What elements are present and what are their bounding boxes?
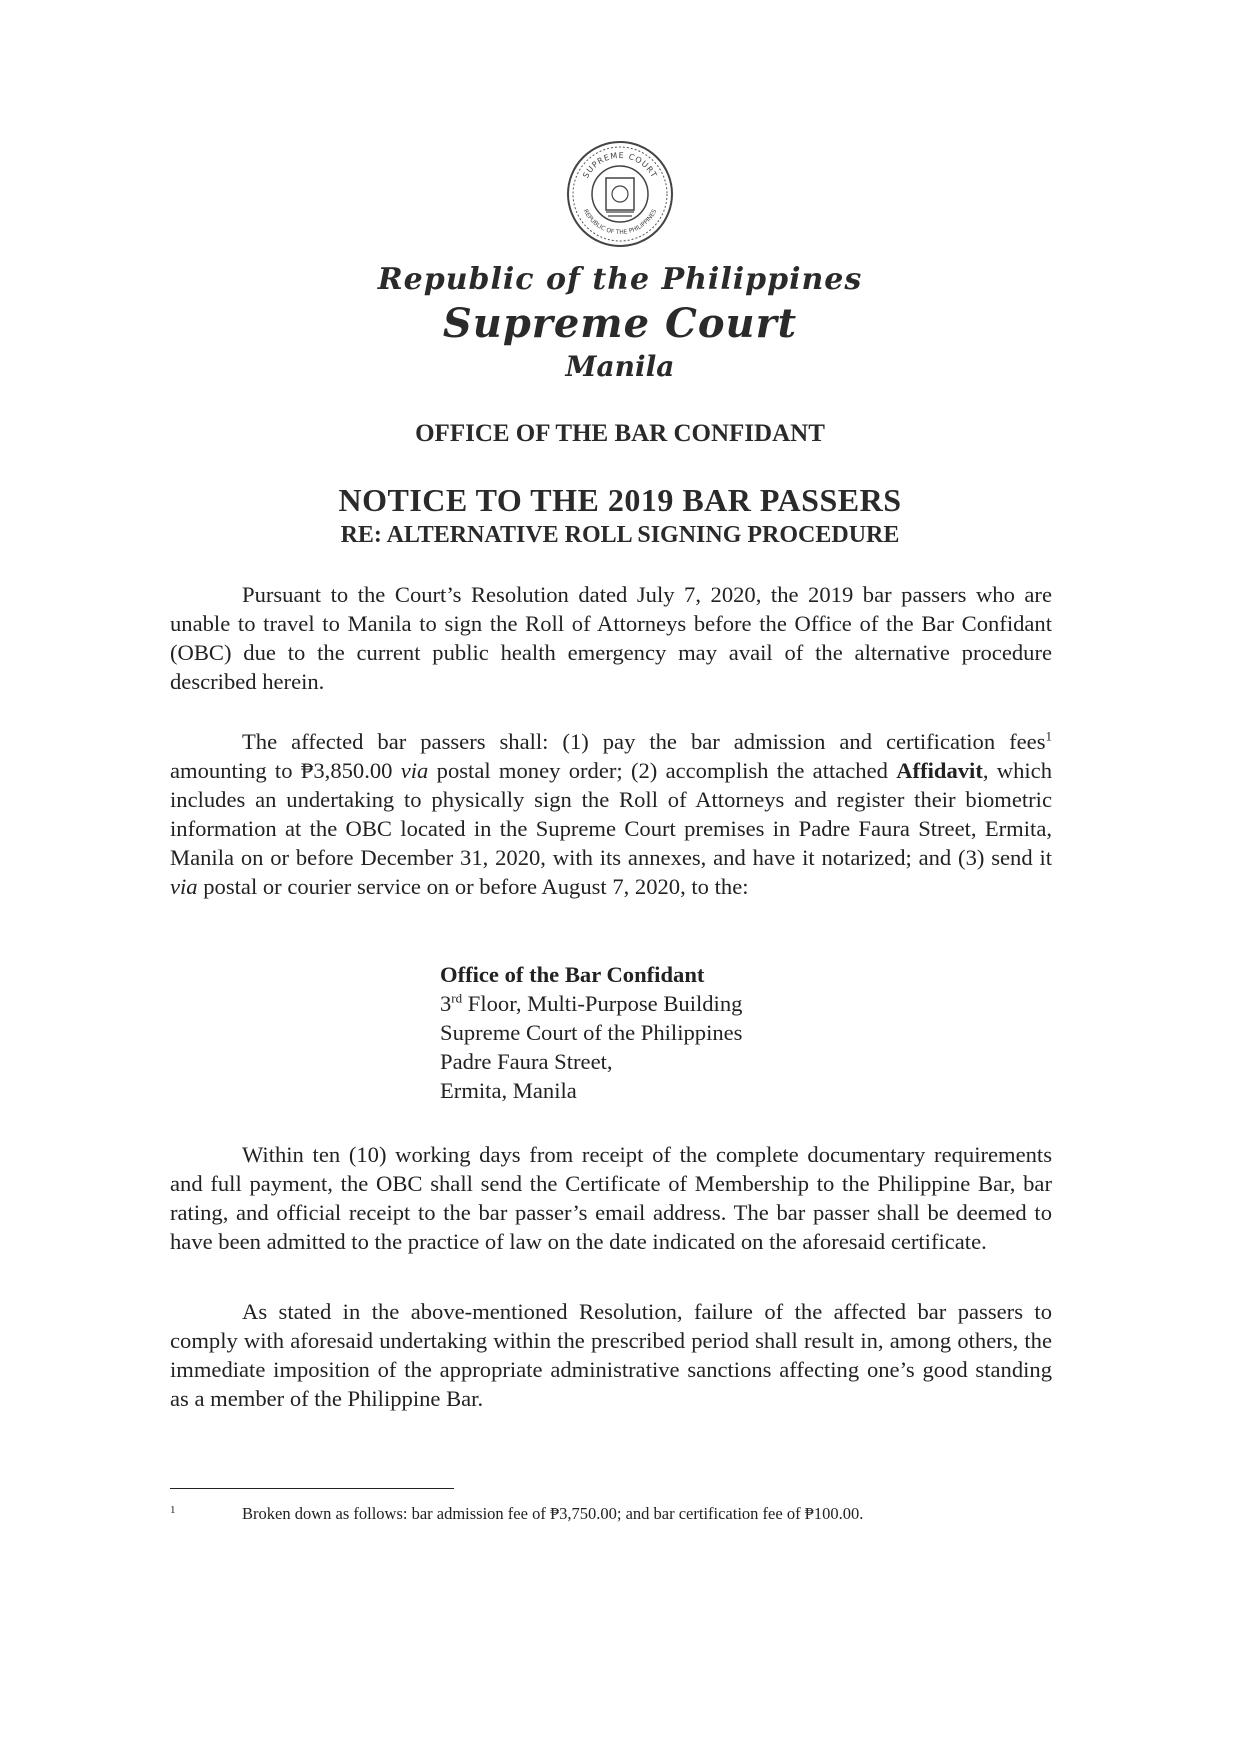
supreme-court-seal-icon bbox=[566, 140, 674, 248]
seal-top-text: SUPREME COURT bbox=[581, 150, 659, 180]
court-heading: Supreme Court bbox=[442, 300, 798, 347]
footnote-text: Broken down as follows: bar admission fee of ₱3,750.00; and bar certification fee of ₱100.00. bbox=[242, 1504, 864, 1523]
p2-text-a: The affected bar passers shall: (1) pay the bar admission and certification fees bbox=[242, 729, 1046, 754]
notice-title: NOTICE TO THE 2019 BAR PASSERS bbox=[338, 482, 902, 518]
address-name: Office of the Bar Confidant bbox=[440, 962, 705, 987]
address-floor-suffix: rd bbox=[451, 990, 463, 1006]
address-floor-number: 3 bbox=[440, 991, 452, 1016]
footnote-number: 1 bbox=[170, 1504, 176, 1516]
p2-text-b: amounting to ₱3,850.00 bbox=[170, 758, 401, 783]
notice-subtitle: RE: ALTERNATIVE ROLL SIGNING PROCEDURE bbox=[340, 522, 900, 548]
paragraph-requirements bbox=[170, 727, 1052, 901]
p2-via-1: via bbox=[400, 758, 429, 783]
address-floor-rest: Floor, Multi-Purpose Building bbox=[462, 991, 743, 1016]
republic-heading: Republic of the Philippines bbox=[377, 262, 863, 297]
address-line-4: Ermita, Manila bbox=[440, 1078, 577, 1103]
address-floor bbox=[440, 989, 742, 1018]
footnote-ref: 1 bbox=[1045, 728, 1052, 744]
footnote-divider bbox=[170, 1488, 454, 1489]
p2-text-c: postal money order; (2) accomplish the attached bbox=[428, 758, 897, 783]
paragraph-sanctions: As stated in the above-mentioned Resolution, failure of the affected bar passers to comply with aforesaid undertaking within the prescribed period shall result in, among others, the immediate imposition of the appropriate administrative sanctions affecting one’s good standing as a member of the Philippine Bar. bbox=[170, 1299, 1052, 1411]
address-line-3: Padre Faura Street, bbox=[440, 1049, 613, 1074]
p2-via-2: via bbox=[170, 874, 198, 899]
seal-bottom-text: REPUBLIC OF THE PHILIPPINES bbox=[581, 208, 659, 237]
affidavit-term: Affidavit bbox=[896, 758, 983, 783]
p2-text-e: postal or courier service on or before August 7, 2020, to the: bbox=[197, 874, 749, 899]
office-heading: OFFICE OF THE BAR CONFIDANT bbox=[415, 420, 825, 447]
p2-text-d: , which includes an undertaking to physically sign the Roll of Attorneys and register their biometric information at the OBC located in the Supreme Court premises in Padre Faura Street, Ermita, Manila on or before December 31, 2020, with its annexes, and have it notarized; and (3) send it bbox=[170, 758, 1053, 870]
address-line-2: Supreme Court of the Philippines bbox=[440, 1020, 743, 1045]
city-heading: Manila bbox=[565, 350, 675, 383]
mailing-address bbox=[440, 960, 742, 1105]
paragraph-resolution: Pursuant to the Court’s Resolution dated July 7, 2020, the 2019 bar passers who are unable to travel to Manila to sign the Roll of Attorneys before the Office of the Bar Confidant (OBC) due to the current public health emergency may avail of the alternative procedure described herein. bbox=[170, 582, 1052, 694]
paragraph-processing: Within ten (10) working days from receipt of the complete documentary requirements and full payment, the OBC shall send the Certificate of Membership to the Philippine Bar, bar rating, and official receipt to the bar passer’s email address. The bar passer shall be deemed to have been admitted to the practice of law on the date indicated on the aforesaid certificate. bbox=[170, 1142, 1052, 1254]
